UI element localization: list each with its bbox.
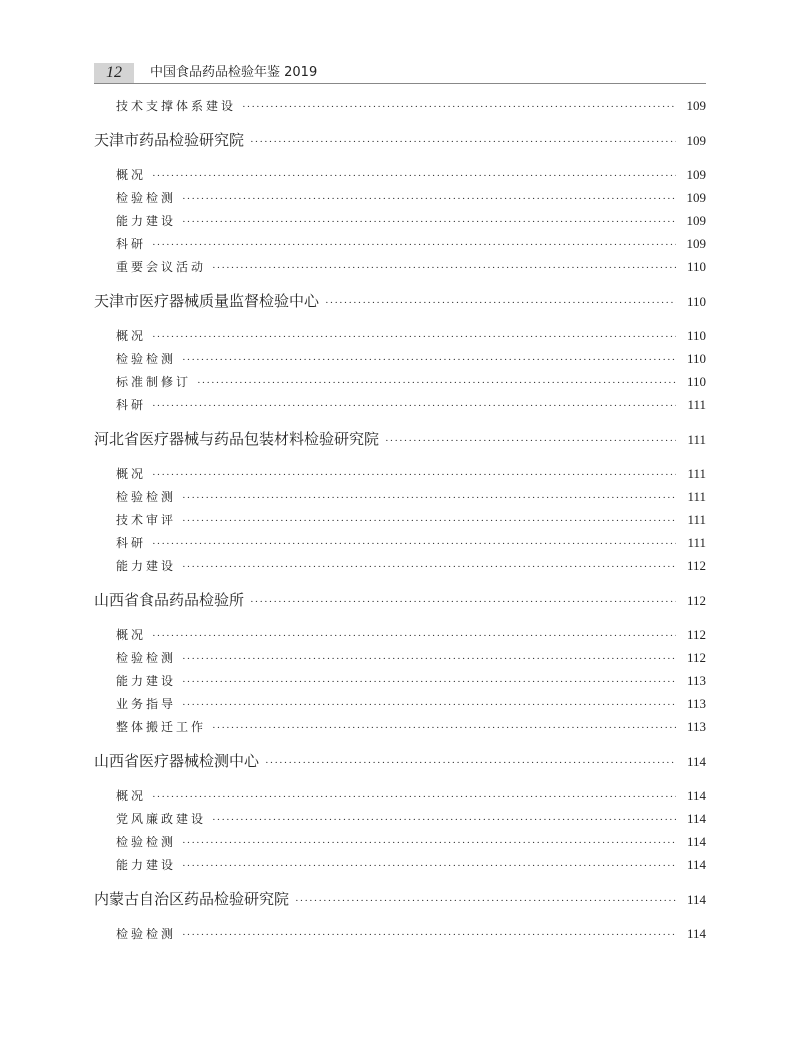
toc-item-label: 标准制修订 bbox=[116, 375, 192, 389]
toc-item[interactable] bbox=[94, 807, 706, 830]
toc-item-page: 113 bbox=[686, 719, 706, 734]
toc-item-page: 114 bbox=[686, 926, 706, 941]
toc-item[interactable] bbox=[94, 669, 706, 692]
toc-item[interactable] bbox=[94, 393, 706, 416]
toc-item-page: 112 bbox=[686, 558, 706, 573]
dot-leader bbox=[212, 717, 676, 740]
toc-item-label: 能力建设 bbox=[116, 214, 177, 228]
toc-item-label: 能力建设 bbox=[116, 858, 177, 872]
toc-item[interactable] bbox=[94, 853, 706, 876]
toc-item[interactable] bbox=[94, 232, 706, 255]
toc-item-label: 概况 bbox=[116, 467, 147, 481]
toc-item-label: 科研 bbox=[116, 398, 147, 412]
toc-item-page: 114 bbox=[686, 811, 706, 826]
toc-section[interactable] bbox=[94, 427, 706, 451]
toc-item-label: 检验检测 bbox=[116, 835, 177, 849]
dot-leader bbox=[182, 648, 676, 671]
toc-item[interactable] bbox=[94, 163, 706, 186]
toc-item[interactable] bbox=[94, 209, 706, 232]
toc-section-title: 山西省食品药品检验所 bbox=[94, 591, 245, 609]
toc-item[interactable] bbox=[94, 623, 706, 646]
dot-leader bbox=[182, 924, 676, 947]
toc-item-page: 109 bbox=[686, 236, 706, 251]
dot-leader bbox=[182, 211, 676, 234]
toc-section-title: 天津市药品检验研究院 bbox=[94, 131, 245, 149]
toc-item-label: 党风廉政建设 bbox=[116, 812, 207, 826]
dot-leader bbox=[182, 694, 676, 717]
toc-item-label: 科研 bbox=[116, 237, 147, 251]
toc-item[interactable] bbox=[94, 370, 706, 393]
dot-leader bbox=[265, 751, 676, 775]
toc-item-page: 109 bbox=[686, 98, 706, 113]
toc-item-page: 109 bbox=[686, 190, 706, 205]
toc-item-page: 114 bbox=[686, 788, 706, 803]
toc-item-label: 重要会议活动 bbox=[116, 260, 207, 274]
toc-item-page: 113 bbox=[686, 673, 706, 688]
toc-item-page: 111 bbox=[687, 489, 706, 504]
toc-item[interactable] bbox=[94, 554, 706, 577]
dot-leader bbox=[152, 533, 676, 556]
toc-item-label: 能力建设 bbox=[116, 674, 177, 688]
toc-item-page: 113 bbox=[686, 696, 706, 711]
toc-item-page: 111 bbox=[687, 512, 706, 527]
dot-leader bbox=[250, 130, 676, 154]
dot-leader bbox=[182, 487, 676, 510]
dot-leader bbox=[182, 832, 676, 855]
toc-item-page: 111 bbox=[687, 466, 706, 481]
toc-section-page: 114 bbox=[686, 892, 706, 907]
toc-section-page: 114 bbox=[686, 754, 706, 769]
toc-item-page: 110 bbox=[686, 351, 706, 366]
toc-item-page: 109 bbox=[686, 213, 706, 228]
dot-leader bbox=[152, 326, 676, 349]
dot-leader bbox=[295, 889, 676, 913]
toc-item[interactable] bbox=[94, 186, 706, 209]
toc-item[interactable] bbox=[94, 485, 706, 508]
dot-leader bbox=[182, 349, 676, 372]
toc-item-page: 112 bbox=[686, 650, 706, 665]
dot-leader bbox=[212, 257, 676, 280]
toc-item-page: 111 bbox=[687, 397, 706, 412]
running-header bbox=[94, 63, 706, 84]
toc-section-page: 112 bbox=[686, 593, 706, 608]
toc-item-label: 检验检测 bbox=[116, 651, 177, 665]
toc-item-label: 科研 bbox=[116, 536, 147, 550]
toc-item-label: 检验检测 bbox=[116, 927, 177, 941]
toc-item[interactable] bbox=[94, 508, 706, 531]
toc-item[interactable] bbox=[94, 646, 706, 669]
toc-item-page: 114 bbox=[686, 857, 706, 872]
dot-leader bbox=[152, 464, 676, 487]
toc-item-page: 110 bbox=[686, 328, 706, 343]
toc-section-title: 河北省医疗器械与药品包装材料检验研究院 bbox=[94, 430, 380, 448]
dot-leader bbox=[182, 510, 676, 533]
toc-section-title: 山西省医疗器械检测中心 bbox=[94, 752, 260, 770]
dot-leader bbox=[385, 429, 676, 453]
dot-leader bbox=[182, 556, 676, 579]
dot-leader bbox=[182, 671, 676, 694]
toc-section-page: 110 bbox=[686, 294, 706, 309]
dot-leader bbox=[152, 786, 676, 809]
toc-item-page: 111 bbox=[687, 535, 706, 550]
toc-item[interactable] bbox=[94, 692, 706, 715]
toc-item-label: 检验检测 bbox=[116, 191, 177, 205]
page-number: 12 bbox=[94, 63, 134, 83]
toc-item[interactable] bbox=[94, 922, 706, 945]
toc-item[interactable] bbox=[94, 531, 706, 554]
dot-leader bbox=[152, 625, 676, 648]
toc-item-label: 概况 bbox=[116, 628, 147, 642]
toc-item[interactable] bbox=[94, 94, 706, 117]
toc-item-label: 概况 bbox=[116, 329, 147, 343]
toc-item-label: 概况 bbox=[116, 789, 147, 803]
toc-item-page: 112 bbox=[686, 627, 706, 642]
table-of-contents bbox=[94, 94, 706, 945]
dot-leader bbox=[250, 590, 676, 614]
toc-item[interactable] bbox=[94, 784, 706, 807]
toc-item-label: 技术审评 bbox=[116, 513, 177, 527]
toc-item[interactable] bbox=[94, 255, 706, 278]
dot-leader bbox=[152, 234, 676, 257]
toc-section-page: 111 bbox=[687, 432, 706, 447]
toc-item[interactable] bbox=[94, 715, 706, 738]
toc-item[interactable] bbox=[94, 830, 706, 853]
toc-section[interactable] bbox=[94, 749, 706, 773]
toc-item-label: 能力建设 bbox=[116, 559, 177, 573]
toc-section[interactable] bbox=[94, 887, 706, 911]
toc-item-label: 业务指导 bbox=[116, 697, 177, 711]
toc-item-label: 检验检测 bbox=[116, 352, 177, 366]
dot-leader bbox=[242, 96, 676, 119]
toc-item-label: 整体搬迁工作 bbox=[116, 720, 207, 734]
toc-item-label: 概况 bbox=[116, 168, 147, 182]
toc-section[interactable] bbox=[94, 588, 706, 612]
dot-leader bbox=[152, 395, 676, 418]
toc-item[interactable] bbox=[94, 324, 706, 347]
toc-item[interactable] bbox=[94, 462, 706, 485]
dot-leader bbox=[197, 372, 676, 395]
toc-section-page: 109 bbox=[686, 133, 706, 148]
toc-item-page: 110 bbox=[686, 259, 706, 274]
toc-section-title: 内蒙古自治区药品检验研究院 bbox=[94, 890, 290, 908]
dot-leader bbox=[212, 809, 676, 832]
toc-item-page: 109 bbox=[686, 167, 706, 182]
dot-leader bbox=[152, 165, 676, 188]
toc-item-page: 110 bbox=[686, 374, 706, 389]
toc-section-title: 天津市医疗器械质量监督检验中心 bbox=[94, 292, 320, 310]
toc-item-label: 检验检测 bbox=[116, 490, 177, 504]
toc-section[interactable] bbox=[94, 128, 706, 152]
dot-leader bbox=[325, 291, 676, 315]
dot-leader bbox=[182, 188, 676, 211]
toc-item[interactable] bbox=[94, 347, 706, 370]
toc-section[interactable] bbox=[94, 289, 706, 313]
book-title: 中国食品药品检验年鉴 2019 bbox=[150, 65, 318, 80]
dot-leader bbox=[182, 855, 676, 878]
toc-item-label: 技术支撑体系建设 bbox=[116, 99, 237, 113]
toc-item-page: 114 bbox=[686, 834, 706, 849]
